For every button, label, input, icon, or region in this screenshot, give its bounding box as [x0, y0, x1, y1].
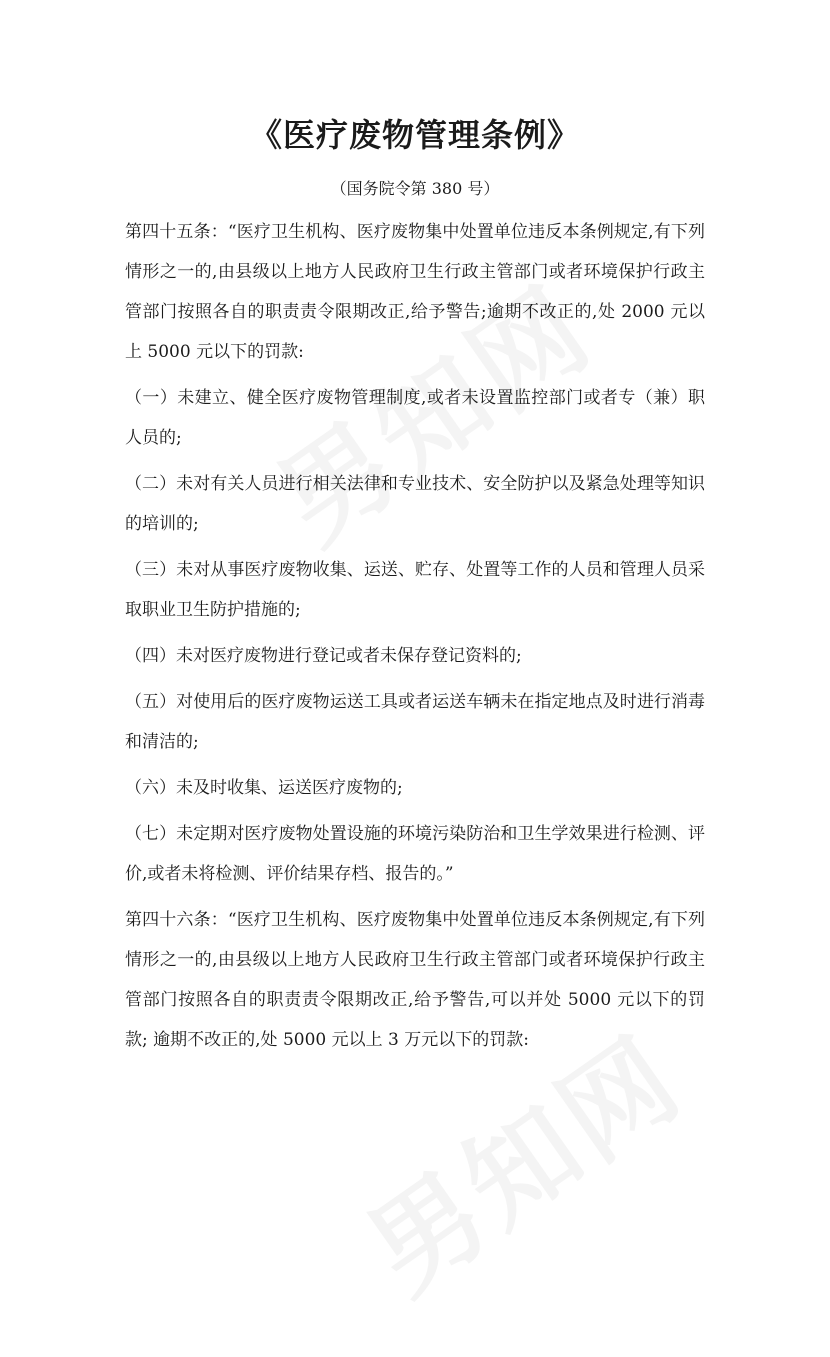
- document-title: 《医疗废物管理条例》: [249, 116, 580, 154]
- document-subtitle: （国务院令第 380 号）: [330, 179, 500, 198]
- document-body: [125, 212, 705, 1066]
- article-45-item-5: （五）对使用后的医疗废物运送工具或者运送车辆未在指定地点及时进行消毒和清洁的;: [125, 692, 705, 752]
- article-45-item-3: （三）未对从事医疗废物收集、运送、贮存、处置等工作的人员和管理人员采取职业卫生防护措施的;: [125, 560, 705, 620]
- article-45-item-1: （一）未建立、健全医疗废物管理制度,或者未设置监控部门或者专（兼）职人员的;: [125, 388, 705, 448]
- article-46-intro: 第四十六条：“医疗卫生机构、医疗废物集中处置单位违反本条例规定,有下列情形之一的,由县级以上地方人民政府卫生行政主管部门或者环境保护行政主管部门按照各自的职责责令限期改正,给予警告,可以并处 5000 元以下的罚款; 逾期不改正的,处 5000 元以上 3 万元以下的罚款:: [125, 910, 705, 1050]
- article-45-item-2: （二）未对有关人员进行相关法律和专业技术、安全防护以及紧急处理等知识的培训的;: [125, 474, 705, 534]
- article-45-item-7: （七）未定期对医疗废物处置设施的环境污染防治和卫生学效果进行检测、评价,或者未将检测、评价结果存档、报告的。”: [125, 824, 705, 884]
- article-45-item-6: （六）未及时收集、运送医疗废物的;: [125, 778, 403, 798]
- article-45-item-4: （四）未对医疗废物进行登记或者未保存登记资料的;: [125, 646, 522, 666]
- article-45-intro: 第四十五条：“医疗卫生机构、医疗废物集中处置单位违反本条例规定,有下列情形之一的,由县级以上地方人民政府卫生行政主管部门或者环境保护行政主管部门按照各自的职责责令限期改正,给予警告;逾期不改正的,处 2000 元以上 5000 元以下的罚款:: [125, 222, 705, 362]
